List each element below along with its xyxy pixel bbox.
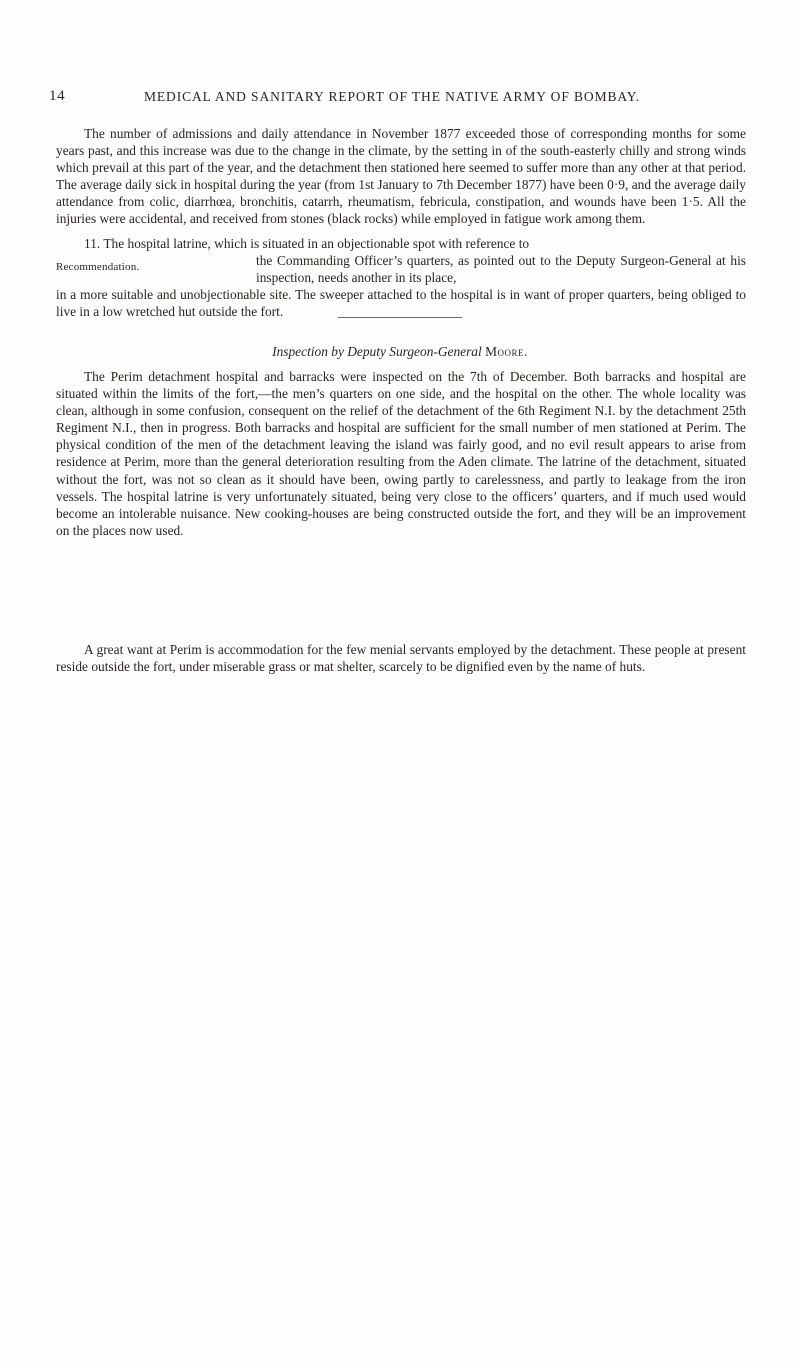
inspection-heading-name: Moore. [485, 344, 528, 359]
running-title: MEDICAL AND SANITARY REPORT OF THE NATIVE ARMY OF BOMBAY. [144, 89, 640, 104]
paragraph-servants-accommodation: A great want at Perim is accommodation for the few menial servants employed by the detachment. These people at present reside outside the fort, under miserable grass or mat shelter, scarcely to be dignified even by the name of huts. [56, 642, 746, 675]
page-number: 14 [49, 88, 66, 104]
paragraph-11-first-line: 11. The hospital latrine, which is situated in an objectionable spot with reference to [84, 236, 530, 251]
marginal-block [56, 252, 746, 286]
inspection-heading-text: Inspection by Deputy Surgeon-General [272, 344, 482, 359]
paragraph-perim-inspection: The Perim detachment hospital and barracks were inspected on the 7th of December. Both barracks and hospital are situated within the limits of the fort,—the men’s quarters on one side, and the hospital on the other. The whole locality was clean, although in some confusion, consequent on the relief of the detachment of the 6th Regiment N.I. by the detachment 25th Regiment N.I., then in progress. Both barracks and hospital are sufficient for the small number of men stationed at Perim. The physical condition of the men of the detachment leaving the island was fairly good, and no evil result appears to arise from residence at Perim, more than the general deterioration resulting from the Aden climate. The latrine of the detachment, situated without the fort, was not so clean as it should have been, owing partly to carelessness, and partly to leakage from the iron vessels. The hospital latrine is very unfortunately situated, being very close to the officers’ quarters, and if much used would become an intolerable nuisance. New cooking-houses are being constructed outside the fort, and they will be an improvement on the places now used. [56, 369, 746, 538]
paragraph-admissions: The number of admissions and daily attendance in November 1877 exceeded those of corresponding months for some years past, and this increase was due to the change in the climate, by the setting in of the south-easterly chilly and strong winds which prevail at this part of the year, and the detachment then stationed here seemed to suffer more than any other at that period. The average daily sick in hospital during the year (from 1st January to 7th December 1877) have been 0·9, and the average daily attendance from colic, diarrhœa, bronchitis, catarrh, rheumatism, febricula, constipation, and wounds have been 1·5. All the injuries were accidental, and received from stones (black rocks) while employed in fatigue work among them. [56, 126, 746, 227]
inspection-heading [0, 344, 800, 360]
paragraph-11-latrine [56, 235, 746, 320]
paragraph-11-rest: in a more suitable and unobjectionable site. The sweeper attached to the hospital is in want of proper quarters, being obliged to live in a low wretched hut outside the fort. [56, 287, 746, 320]
running-head [49, 88, 746, 108]
marginal-note-recommendation: Recommendation. [56, 261, 140, 274]
section-divider [338, 317, 462, 318]
paragraph-11-indented-text: the Commanding Officer’s quarters, as pointed out to the Deputy Surgeon-General at his inspection, needs another in its place, [256, 253, 746, 286]
